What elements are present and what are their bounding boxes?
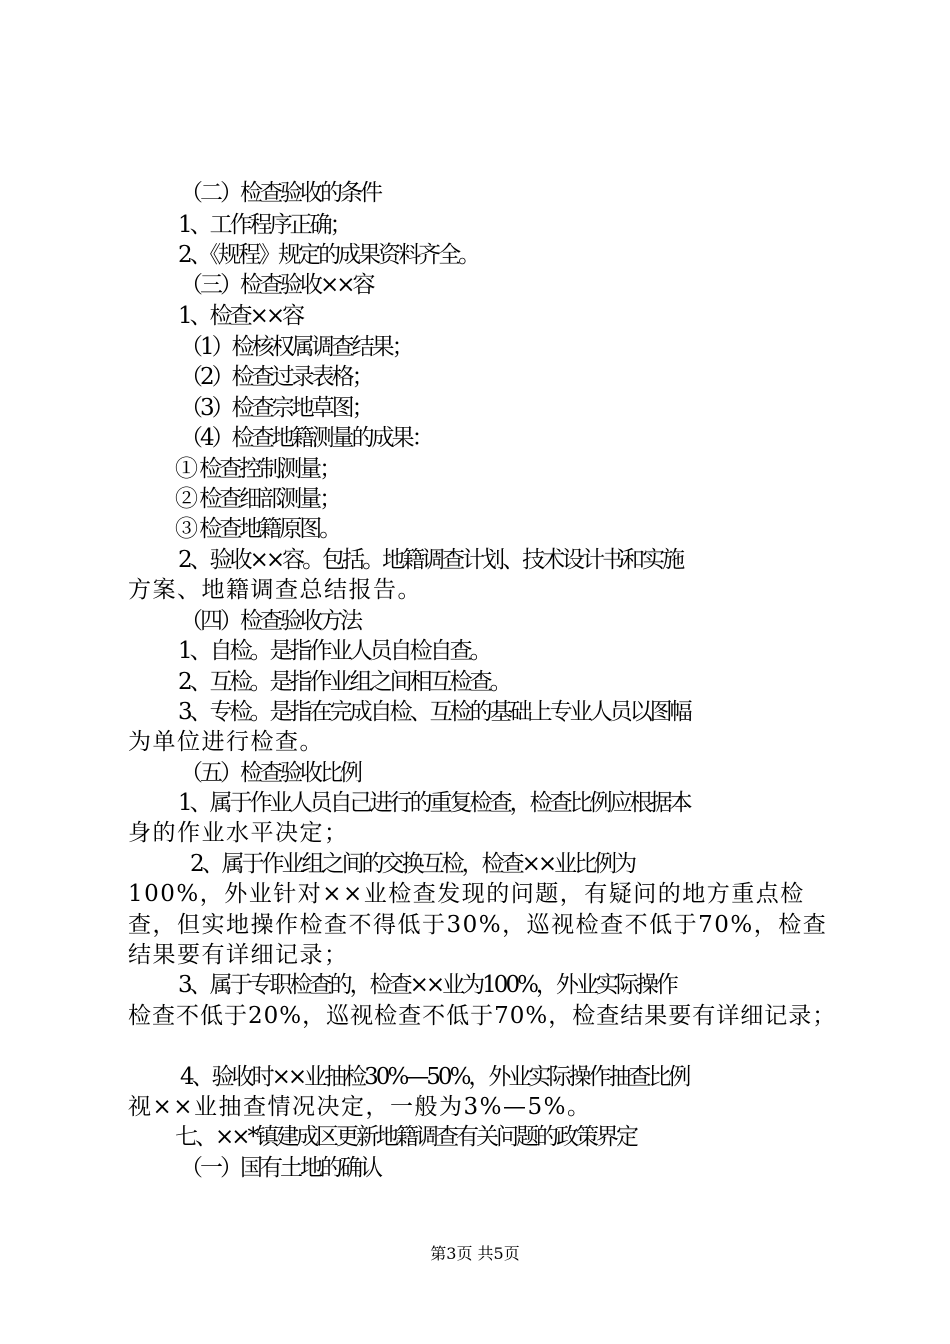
text-line: 2、验收××容。包括。地籍调查计划、技术设计书和实施 bbox=[178, 547, 683, 573]
heading-inspection-conditions: （二）检查验收的条件 bbox=[180, 180, 380, 206]
text-line: 2、互检。是指作业组之间相互检查。 bbox=[178, 669, 510, 695]
text-line: 方案、地籍调查总结报告。 bbox=[128, 577, 422, 603]
text-line: 2、《规程》规定的成果资料齐全。 bbox=[178, 242, 479, 268]
text-line: （1）检核权属调查结果； bbox=[180, 334, 412, 360]
text-line: ② 检查细部测量； bbox=[175, 486, 340, 512]
text-line: 1、自检。是指作业人员自检自查。 bbox=[178, 638, 490, 664]
section-heading-policy: 七、××*镇建成区更新地籍调查有关问题的政策界定 bbox=[175, 1124, 637, 1150]
text-line: 1、检查××容 bbox=[178, 303, 303, 329]
text-line: ③ 检查地籍原图。 bbox=[175, 516, 340, 542]
text-line: 1、属于作业人员自己进行的重复检查，检查比例应根据本 bbox=[178, 790, 690, 816]
text-line: 视××业抽查情况决定，一般为3%—5%。 bbox=[128, 1094, 592, 1120]
heading-inspection-methods: （四）检查验收方法 bbox=[180, 608, 360, 634]
text-line: ① 检查控制测量； bbox=[175, 456, 340, 482]
text-line: （4）检查地籍测量的成果： bbox=[180, 425, 432, 451]
text-line: 为单位进行检查。 bbox=[128, 729, 324, 755]
heading-state-land: （一）国有土地的确认 bbox=[180, 1155, 380, 1181]
text-line: 3、属于专职检查的，检查××业为100%，外业实际操作 bbox=[178, 972, 676, 998]
text-line: 4、验收时××业抽检30%—50%，外业实际操作抽查比例 bbox=[180, 1064, 689, 1090]
text-line: （3）检查宗地草图； bbox=[180, 395, 372, 421]
text-line: 查，但实地操作检查不得低于30%，巡视检查不低于70%，检查 bbox=[128, 912, 828, 938]
page-number-footer: 第3页 共5页 bbox=[430, 1244, 520, 1263]
heading-inspection-ratio: （五）检查验收比例 bbox=[180, 760, 360, 786]
text-line: 检查不低于20%，巡视检查不低于70%，检查结果要有详细记录； bbox=[128, 1003, 837, 1029]
text-line: 身的作业水平决定； bbox=[128, 820, 349, 846]
text-line: （2）检查过录表格； bbox=[180, 364, 372, 390]
text-line: 100%，外业针对××业检查发现的问题，有疑问的地方重点检 bbox=[128, 881, 805, 907]
text-line: 结果要有详细记录； bbox=[128, 942, 349, 968]
heading-inspection-content: （三）检查验收××容 bbox=[180, 272, 373, 298]
text-line: 1、工作程序正确； bbox=[178, 212, 350, 238]
text-line: 2、属于作业组之间的交换互检，检查××业比例为 bbox=[190, 851, 635, 877]
text-line: 3、专检。是指在完成自检、互检的基础上专业人员以图幅 bbox=[178, 699, 690, 725]
